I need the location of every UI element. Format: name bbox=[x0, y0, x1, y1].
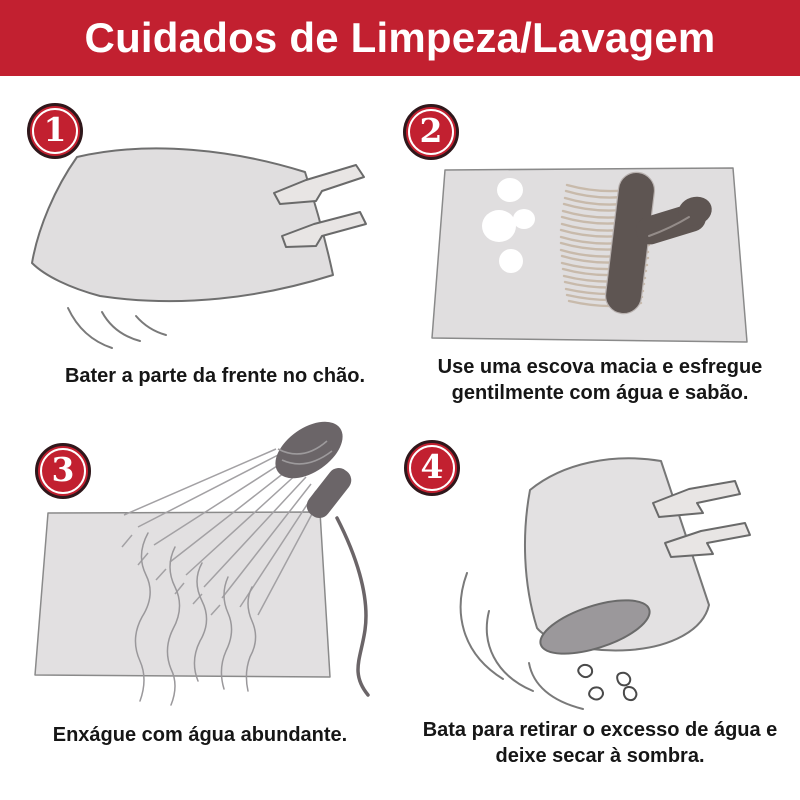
step-4 bbox=[400, 406, 800, 800]
step-1 bbox=[0, 76, 400, 406]
step-2-number-badge bbox=[403, 104, 459, 160]
step-1-number-badge bbox=[27, 103, 83, 159]
mat-shape bbox=[32, 148, 333, 301]
step-3-caption: Enxágue com água abundante. bbox=[52, 724, 348, 746]
step-4-number-badge bbox=[404, 440, 460, 496]
header-banner bbox=[0, 0, 800, 76]
shake-dry-illustration bbox=[445, 425, 775, 725]
step-3-number-badge bbox=[35, 443, 91, 499]
shower-hose bbox=[337, 518, 368, 695]
mat-beating-illustration bbox=[0, 138, 368, 356]
step-3-number: 3 bbox=[51, 450, 75, 489]
step-2 bbox=[400, 76, 800, 406]
step-2-caption: Use uma escova macia e esfregue gentilmente com água e sabão. bbox=[437, 356, 763, 405]
step-1-number: 1 bbox=[43, 110, 67, 149]
step-3 bbox=[0, 406, 400, 800]
page-title: Cuidados de Limpeza/Lavagem bbox=[84, 14, 716, 61]
water-drop-icons bbox=[578, 665, 639, 703]
motion-lines bbox=[68, 308, 166, 348]
step-4-caption: Bata para retirar o excesso de água e deixe secar à sombra. bbox=[422, 719, 778, 768]
step-4-number: 4 bbox=[420, 447, 444, 486]
step-2-number: 2 bbox=[419, 111, 443, 150]
brush-scrub-illustration bbox=[415, 160, 760, 355]
step-1-caption: Bater a parte da frente no chão. bbox=[64, 365, 366, 387]
